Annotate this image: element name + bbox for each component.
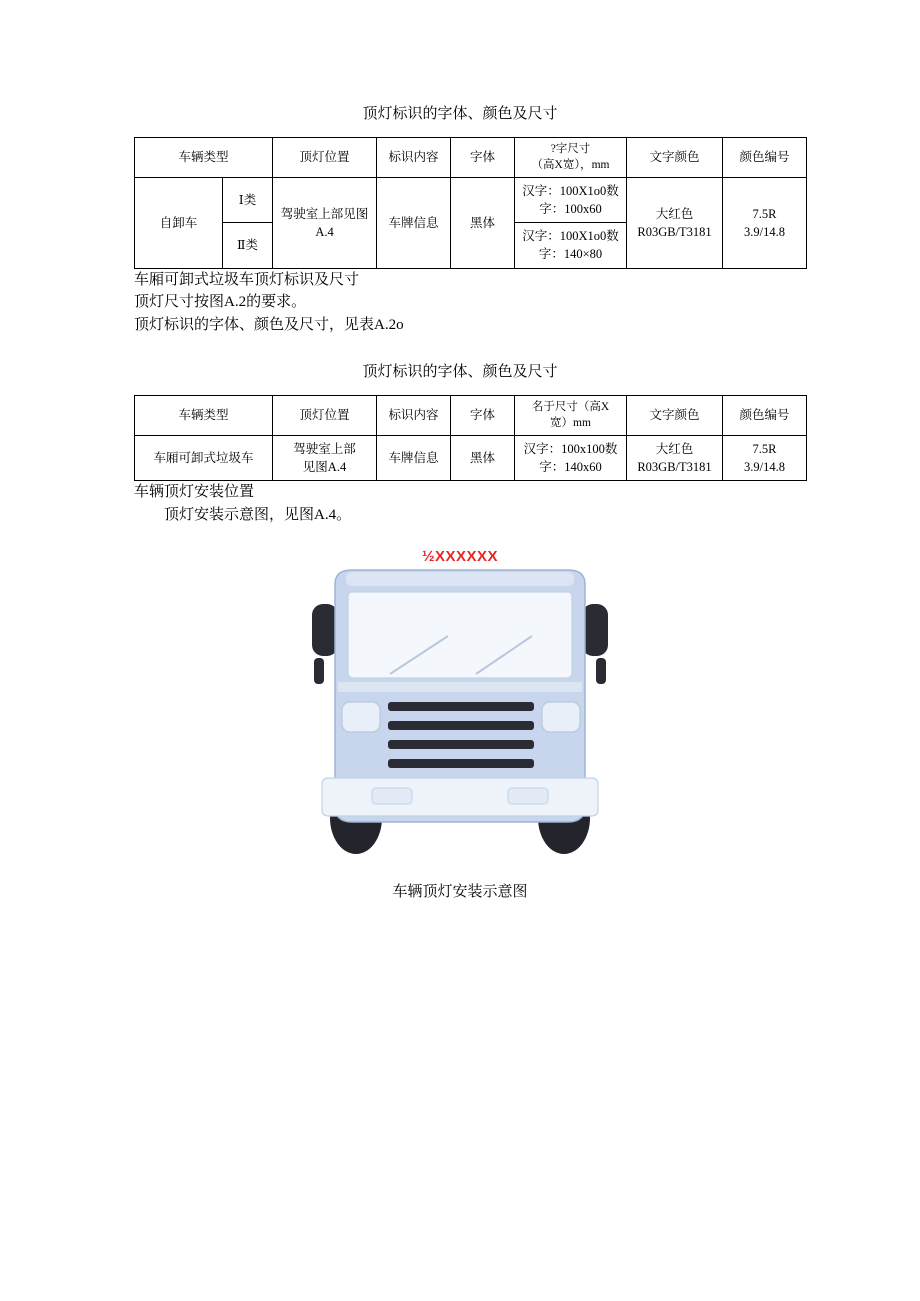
cell-size-2-line1: 汉字：100X1o0数	[522, 229, 619, 244]
plate-text-label: ½XXXXXX	[421, 548, 499, 566]
table-row	[135, 178, 807, 223]
cell-content: 车牌信息	[377, 178, 451, 269]
windshield	[348, 592, 572, 678]
th-size-line2: 宽）mm	[550, 416, 591, 429]
cell-size-1-line1: 汉字：100X1o0数	[522, 184, 619, 199]
cell-text-color-line2: R03GB/T3181	[637, 460, 712, 475]
th-text-color: 文字颜色	[627, 396, 723, 436]
cell-text-color	[627, 436, 723, 481]
table-top-light-spec-1	[134, 137, 807, 269]
section-heading-1: 车厢可卸式垃圾车顶灯标识及尺寸	[134, 271, 360, 288]
table-header-row	[135, 138, 807, 178]
cell-text-color	[627, 178, 723, 269]
cell-position	[273, 436, 377, 481]
cell-color-code	[723, 178, 807, 269]
cell-position: 驾驶室上部见图A.4	[273, 178, 377, 269]
th-color-code: 颜色编号	[723, 138, 807, 178]
cell-size-2-line2: 字：140×80	[538, 247, 603, 262]
fog-light-right	[508, 788, 548, 804]
fog-light-left	[372, 788, 412, 804]
cell-position-line1: 驾驶室上部	[293, 442, 356, 457]
table-row	[135, 436, 807, 481]
truck-front-view-illustration	[280, 566, 640, 866]
table-header-row	[135, 396, 807, 436]
cell-text-color-line1: 大红色	[655, 442, 694, 457]
truck-figure-inner	[280, 548, 640, 866]
section2-line: 顶灯安装示意图，见图A.4。	[164, 506, 352, 523]
cell-color-code-line1: 7.5R	[752, 206, 777, 221]
cell-size-2	[515, 223, 627, 268]
bumper	[322, 778, 598, 816]
headlight-left	[342, 702, 380, 732]
cell-class-1: Ⅰ类	[223, 178, 273, 223]
th-size	[515, 138, 627, 178]
th-vehicle-type: 车辆类型	[135, 396, 273, 436]
table1-caption: 顶灯标识的字体、颜色及尺寸	[362, 106, 558, 122]
th-size-line1: ?字尺寸	[550, 143, 591, 155]
th-size-line2: （高X宽），mm	[531, 158, 610, 171]
cell-color-code-line1: 7.5R	[752, 442, 777, 457]
cell-vehicle-type: 车厢可卸式垃圾车	[135, 436, 273, 481]
hood-line	[338, 682, 582, 692]
section-line-2: 顶灯标识的字体、颜色及尺寸，见表A.2o	[134, 316, 404, 333]
cell-color-code-line2: 3.9/14.8	[744, 460, 785, 475]
mirror-right-icon	[582, 604, 608, 684]
mirror-left-icon	[312, 604, 338, 684]
cell-text-color-line2: R03GB/T3181	[637, 224, 712, 239]
cell-size-line1: 汉字：100x100数	[523, 442, 618, 457]
headlight-right	[542, 702, 580, 732]
cell-size-1	[515, 178, 627, 223]
cell-vehicle-type: 自卸车	[135, 178, 223, 269]
cell-font: 黑体	[451, 178, 515, 269]
cell-color-code-line2: 3.9/14.8	[744, 224, 785, 239]
cell-size-line2: 字：140x60	[539, 460, 602, 475]
th-vehicle-type: 车辆类型	[135, 138, 273, 178]
th-color-code: 颜色编号	[723, 396, 807, 436]
cell-size-1-line2: 字：100x60	[539, 202, 602, 217]
cell-color-code	[723, 436, 807, 481]
cell-font: 黑体	[451, 436, 515, 481]
th-light-position: 顶灯位置	[273, 138, 377, 178]
th-text-color: 文字颜色	[627, 138, 723, 178]
cell-text-color-line1: 大红色	[655, 206, 694, 221]
th-mark-content: 标识内容	[377, 138, 451, 178]
roof-light-bar	[346, 572, 574, 586]
truck-figure	[134, 548, 786, 866]
cell-size	[515, 436, 627, 481]
th-mark-content: 标识内容	[377, 396, 451, 436]
figure-caption: 车辆顶灯安装示意图	[392, 884, 528, 901]
th-size	[515, 396, 627, 436]
th-font: 字体	[451, 138, 515, 178]
table2-caption: 顶灯标识的字体、颜色及尺寸	[362, 364, 558, 381]
cell-class-2: Ⅱ类	[223, 223, 273, 268]
table-top-light-spec-2	[134, 395, 807, 481]
section-line-1: 顶灯尺寸按图A.2的要求。	[134, 294, 307, 311]
cell-content: 车牌信息	[377, 436, 451, 481]
section-heading-2: 车辆顶灯安装位置	[134, 484, 255, 501]
th-font: 字体	[451, 396, 515, 436]
th-light-position: 顶灯位置	[273, 396, 377, 436]
th-size-line1: 名于尺寸（高X	[531, 401, 610, 414]
cell-position-line2: 见图A.4	[302, 460, 347, 475]
